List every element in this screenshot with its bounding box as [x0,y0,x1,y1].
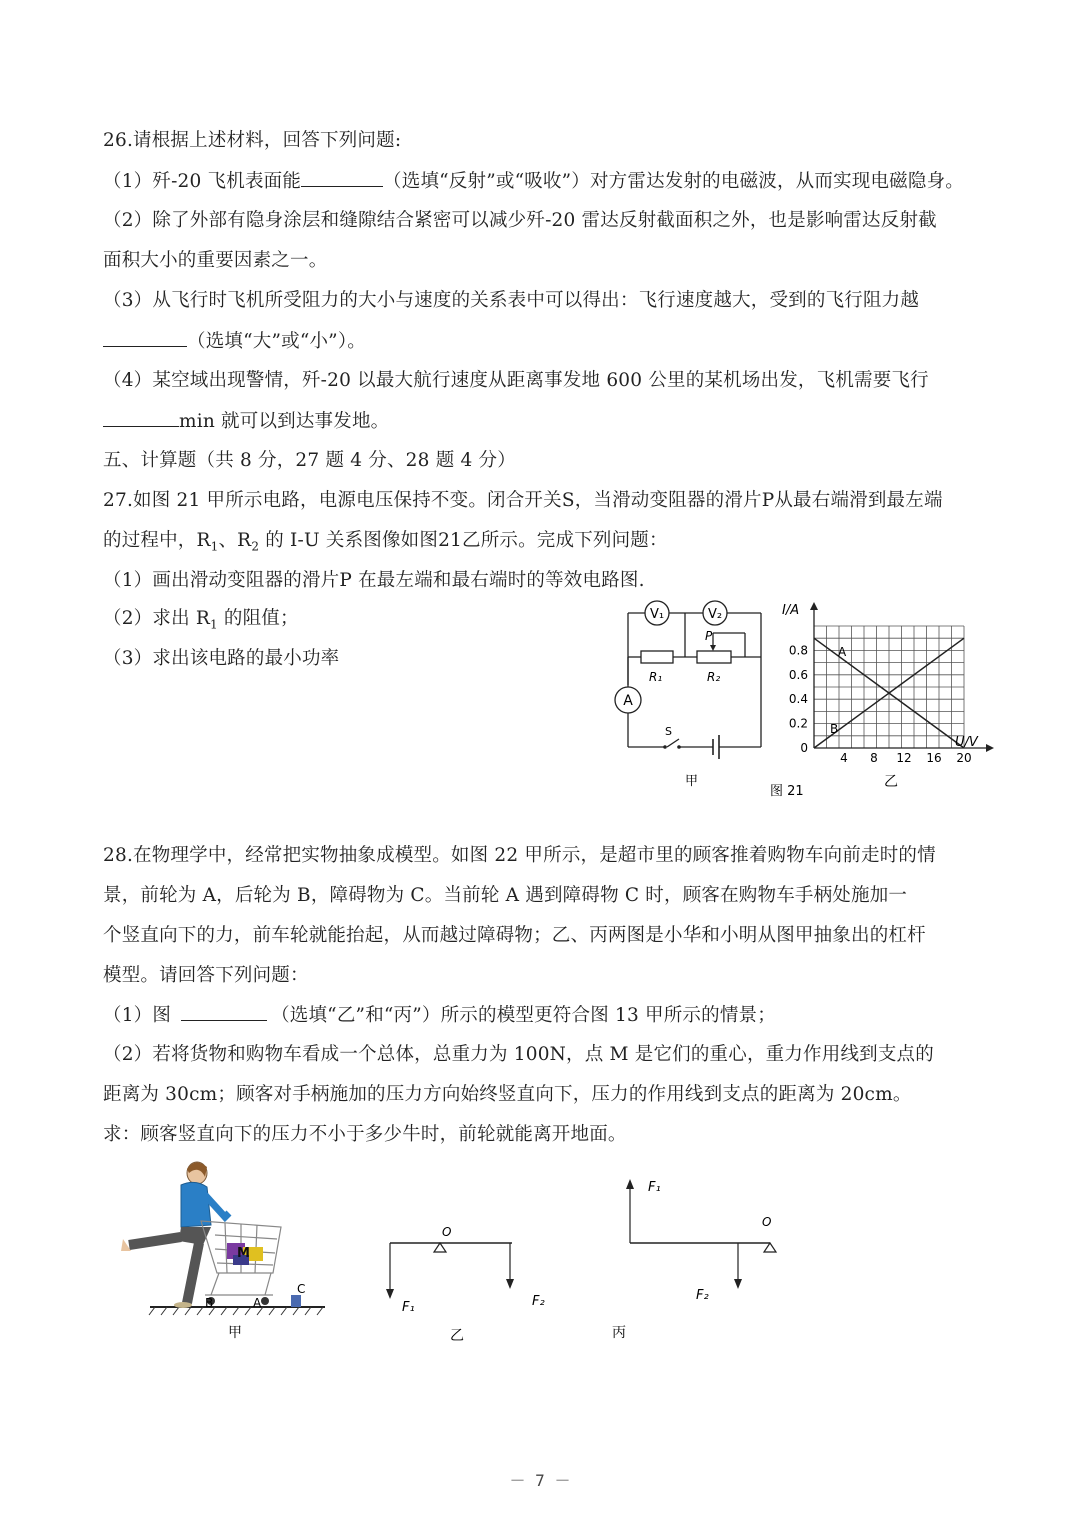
y-tick-label: 0.6 [788,667,808,682]
q28-line6: （2）若将货物和购物车看成一个总体，总重力为 100N，点 M 是它们的重心，重力作用线到支点的 [103,1044,934,1065]
force-f1-bing-label: F₁ [648,1180,661,1195]
fulcrum-icon [434,1243,446,1252]
point-b-label: B [205,1296,214,1310]
q26-part4 [103,408,389,435]
arrow-f2-icon [506,1279,514,1289]
q28-line1: 28.在物理学中，经常把实物抽象成模型。如图 22 甲所示，是超市里的顾客推着购物车向前走时的情 [103,845,936,866]
q26-part3-b: （选填“大”或“小”）。 [187,331,366,352]
x-tick-label: 12 [896,751,912,765]
answer-blank-3[interactable] [103,328,187,347]
sub-1: 1 [210,539,219,554]
q27-line4 [103,606,299,638]
fig21-caption: 图 21 [770,784,804,799]
answer-blank-4[interactable] [103,408,179,427]
point-m-label: M [237,1246,250,1261]
fulcrum-bing-icon [764,1243,776,1252]
obstacle-c-icon [291,1295,301,1307]
x-tick-label: 16 [926,751,942,765]
fig22-bing-label: 丙 [612,1325,626,1341]
switch-s-label: S [665,725,672,738]
y-tick-label: 0.4 [788,692,808,707]
x-tick-label: 8 [870,751,878,765]
x-tick-label: 20 [956,751,972,765]
q26-title: 26.请根据上述材料，回答下列问题: [103,130,402,151]
q26-part3a: （3）从飞行时飞机所受阻力的大小与速度的关系表中可以得出：飞行速度越大，受到的飞行阻力越 [103,290,920,311]
arrow-f1-icon [386,1289,394,1299]
lever-model-yi [380,1215,550,1345]
q27-line2-c: 的 I-U 关系图像如图21乙所示。完成下列问题： [259,530,668,551]
q26-part1 [103,168,964,195]
point-a-label: A [253,1296,262,1310]
r2-label: R₂ [707,670,721,684]
sub-2: 2 [251,539,260,554]
q27-line4-b: 的阻值； [217,608,299,629]
q28-line7: 距离为 30cm；顾客对手柄施加的压力方向始终竖直向下，压力的作用线到支点的距离为 20cm。 [103,1084,912,1105]
v2-label: V₂ [707,607,723,622]
iu-graph-yi [780,600,1000,790]
q28-line4: 模型。请回答下列问题： [103,965,309,986]
force-f2-label: F₂ [532,1294,545,1309]
q28-line2: 景，前轮为 A，后轮为 B，障碍物为 C。当前轮 A 遇到障碍物 C 时，顾客在购物车手柄处施加一 [103,885,908,906]
x-tick-label: 4 [840,751,848,765]
section-5-heading: 五、计算题（共 8 分，27 题 4 分、28 题 4 分） [103,450,516,471]
lever-model-bing [600,1165,800,1345]
answer-blank-28[interactable] [181,1002,267,1021]
slider-p-label: P [705,629,713,643]
q27-line5: （3）求出该电路的最小功率 [103,648,340,669]
q28-line5-b: （选填“乙”和“丙”）所示的模型更符合图 13 甲所示的情景； [271,1005,776,1026]
graph-yi-label: 乙 [884,774,898,790]
y-axis-arrow-icon [810,602,818,610]
point-c-label: C [297,1282,306,1296]
series-a-label: A [838,645,847,659]
q26-part1-a: （1）歼-20 飞机表面能 [103,171,302,192]
fig21-jia-label: 甲 [685,774,699,789]
y-tick-label: 0.2 [788,716,808,731]
force-f2-bing-label: F₂ [696,1288,709,1303]
arrow-f2-bing-icon [734,1279,742,1289]
force-f1-label: F₁ [402,1300,415,1315]
series-b-label: B [830,722,839,736]
x-axis-arrow-icon [986,744,994,752]
y-axis-label: I/A [782,603,800,618]
q26-part4-b: min 就可以到达事发地。 [179,411,390,432]
q27-line3: （1）画出滑动变阻器的滑片P 在最左端和最右端时的等效电路图. [103,570,645,591]
r1-label: R₁ [649,670,663,684]
y-tick-label: 0 [800,741,808,755]
arrow-f1-bing-icon [626,1179,634,1189]
q28-line5-a: （1）图 [103,1005,172,1026]
wheel-a-icon [261,1297,269,1305]
q26-part2a: （2）除了外部有隐身涂层和缝隙结合紧密可以减少歼-20 雷达反射截面积之外，也是影响雷达反射截 [103,210,937,231]
pivot-o-label: O [442,1225,452,1239]
q28-line5 [103,1002,776,1029]
q27-line2 [103,528,668,560]
pivot-o-bing-label: O [762,1215,772,1229]
q26-part1-b: （选填“反射”或“吸收”）对方雷达发射的电磁波，从而实现电磁隐身。 [383,171,964,192]
person-jacket-icon [181,1182,211,1227]
q26-part3 [103,328,366,355]
q27-line4-a: （2）求出 R [103,608,210,629]
shopping-cart-illustration [115,1155,345,1350]
ammeter-label: A [623,693,633,709]
answer-blank-1[interactable] [301,168,383,187]
y-tick-label: 0.8 [788,643,808,658]
q27-line1: 27.如图 21 甲所示电路，电源电压保持不变。闭合开关S，当滑动变阻器的滑片P从最右端滑到最左端 [103,490,943,511]
page-number: － 7 － [509,1471,571,1490]
q28-line3: 个竖直向下的力，前车轮就能抬起，从而越过障碍物；乙、丙两图是小华和小明从图甲抽象出的杠杆 [103,925,926,946]
q26-part2b: 面积大小的重要因素之一。 [103,250,328,271]
v1-label: V₁ [649,607,665,622]
fig22-yi-label: 乙 [450,1328,464,1344]
q27-line2-b: 、R [218,530,252,551]
q28-line8: 求：顾客竖直向下的压力不小于多少牛时，前轮就能离开地面。 [103,1124,627,1145]
sub-1b: 1 [209,617,218,632]
q26-part4a: （4）某空域出现警情，歼-20 以最大航行速度从距离事发地 600 公里的某机场出发，飞机需要飞行 [103,370,929,391]
x-axis-label: U/V [955,735,978,750]
fig22-jia-label: 甲 [228,1325,242,1341]
q27-line2-a: 的过程中，R [103,530,211,551]
